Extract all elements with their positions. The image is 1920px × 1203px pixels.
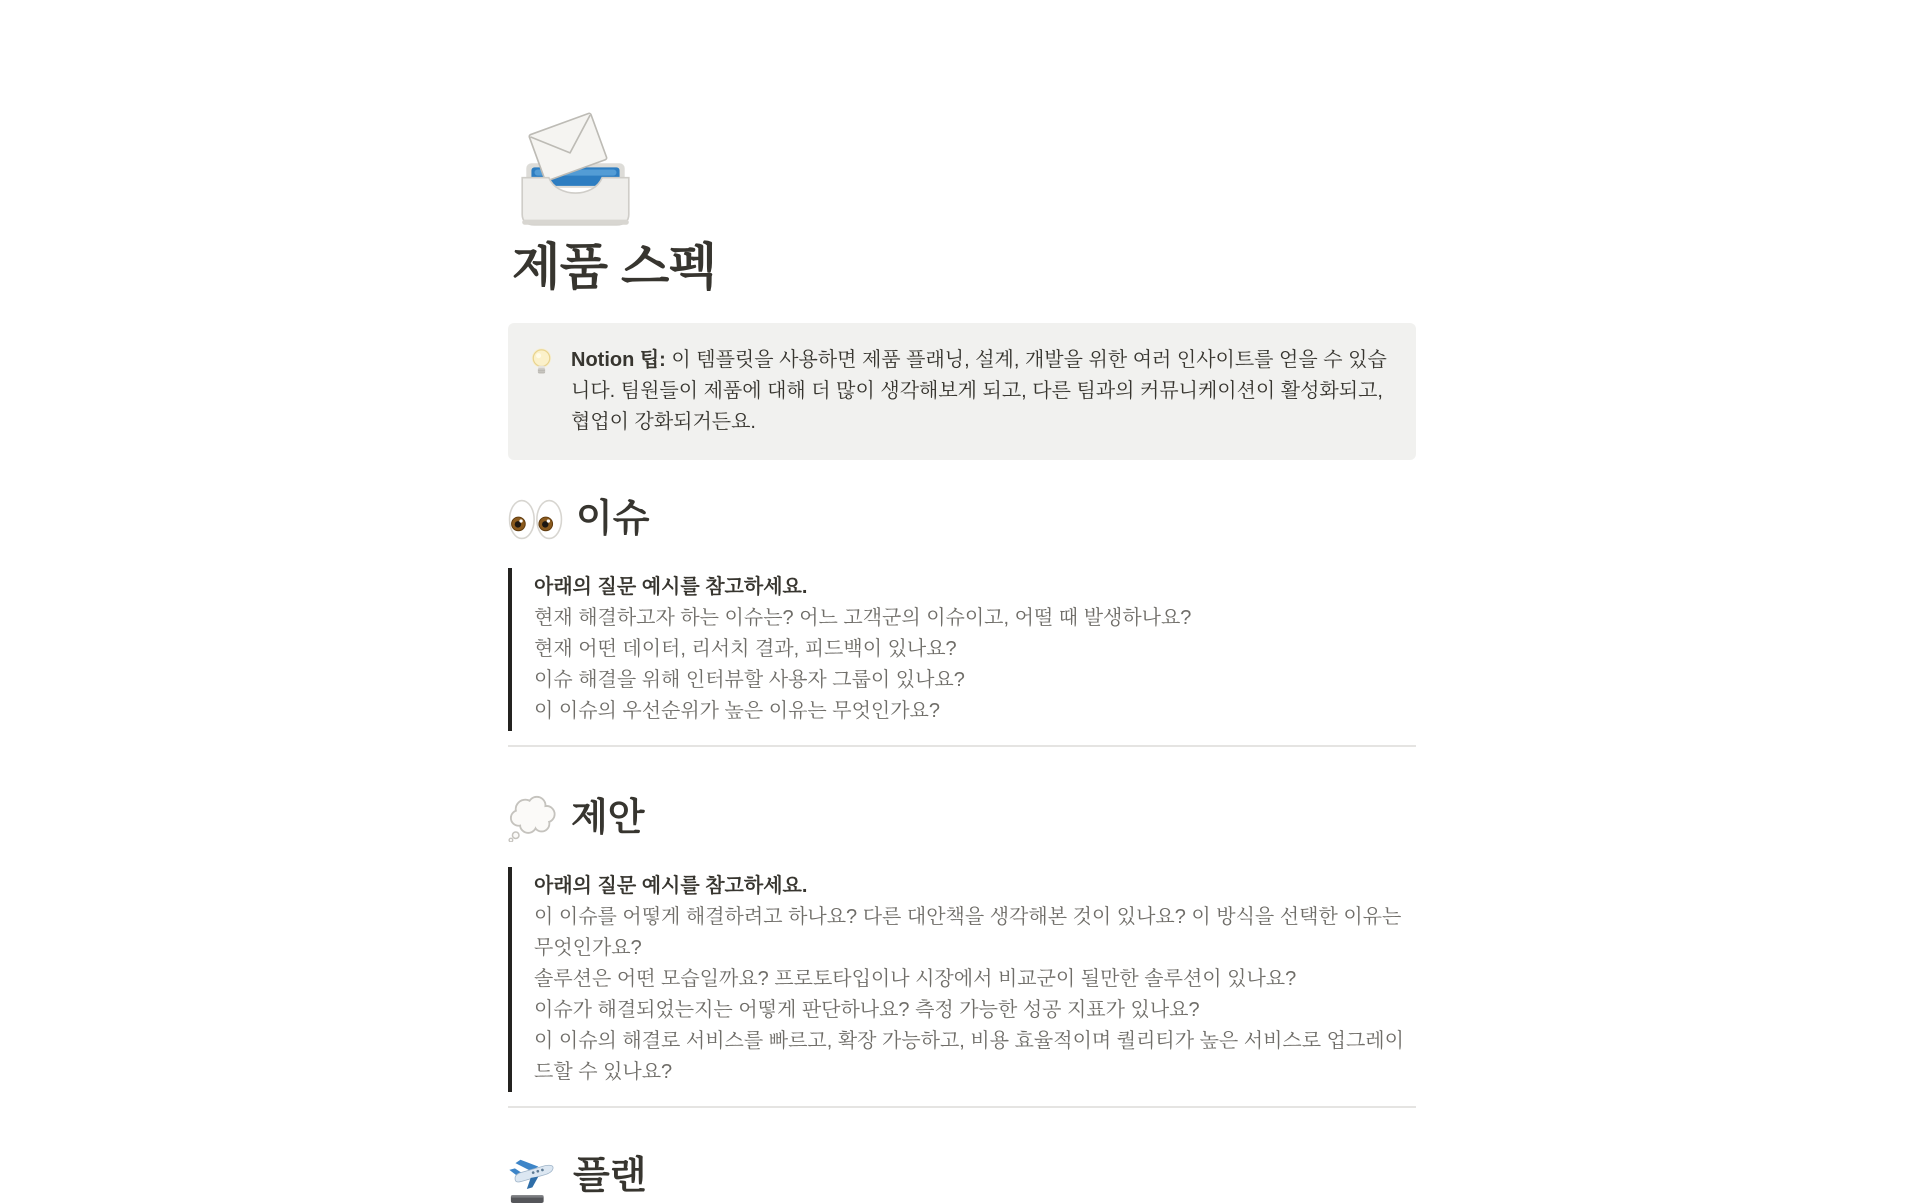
thought-balloon-icon [508,794,558,842]
quote-lead: 아래의 질문 예시를 참고하세요. [534,875,808,897]
light-bulb-icon [526,346,557,377]
issues-quote-block[interactable] [508,568,1416,731]
callout-text[interactable] [571,345,1390,438]
heading-issues[interactable] [508,496,1416,543]
callout-label: Notion 팁: [571,349,666,371]
quote-line: 이 이슈를 어떻게 해결하려고 하나요? 다른 대안책을 생각해본 것이 있나요? 이 방식을 선택한 이유는 무엇인가요? [534,906,1402,959]
quote-line: 이 이슈의 우선순위가 높은 이유는 무엇인가요? [534,700,940,722]
proposal-quote-block[interactable] [508,867,1416,1092]
heading-proposal-label: 제안 [571,796,645,839]
eyes-icon [508,499,563,540]
quote-line: 이 이슈의 해결로 서비스를 빠르고, 확장 가능하고, 비용 효율적이며 퀄리티가 높은 서비스로 업그레이드할 수 있나요? [534,1030,1404,1083]
airplane-departure-icon [508,1149,560,1203]
quote-line: 솔루션은 어떤 모습일까요? 프로토타입이나 시장에서 비교군이 될만한 솔루션이 있나요? [534,968,1297,990]
quote-line: 이슈가 해결되었는지는 어떻게 판단하나요? 측정 가능한 성공 지표가 있나요? [534,999,1200,1021]
notion-page [508,0,1416,1203]
notion-tip-callout[interactable] [508,323,1416,460]
divider [508,745,1416,747]
divider [508,1106,1416,1108]
heading-plan[interactable] [508,1149,1416,1203]
quote-lead: 아래의 질문 예시를 참고하세요. [534,576,808,598]
quote-line: 이슈 해결을 위해 인터뷰할 사용자 그룹이 있나요? [534,669,965,691]
incoming-envelope-icon[interactable] [514,110,637,233]
heading-plan-label: 플랜 [573,1154,647,1197]
heading-issues-label: 이슈 [576,498,650,540]
quote-line: 현재 어떤 데이터, 리서치 결과, 피드백이 있나요? [534,638,957,660]
callout-body-text: 이 템플릿을 사용하면 제품 플래닝, 설계, 개발을 위한 여러 인사이트를 얻을 수 있습니다. 팀원들이 제품에 대해 더 많이 생각해보게 되고, 다른 팀과의 커뮤니케이션이 활성화되고, 협업이 강화되거든요. [571,349,1387,433]
heading-proposal[interactable] [508,794,1416,842]
page-title[interactable]: 제품 스펙 [512,239,717,295]
quote-line: 현재 해결하고자 하는 이슈는? 어느 고객군의 이슈이고, 어떨 때 발생하나요? [534,607,1192,629]
